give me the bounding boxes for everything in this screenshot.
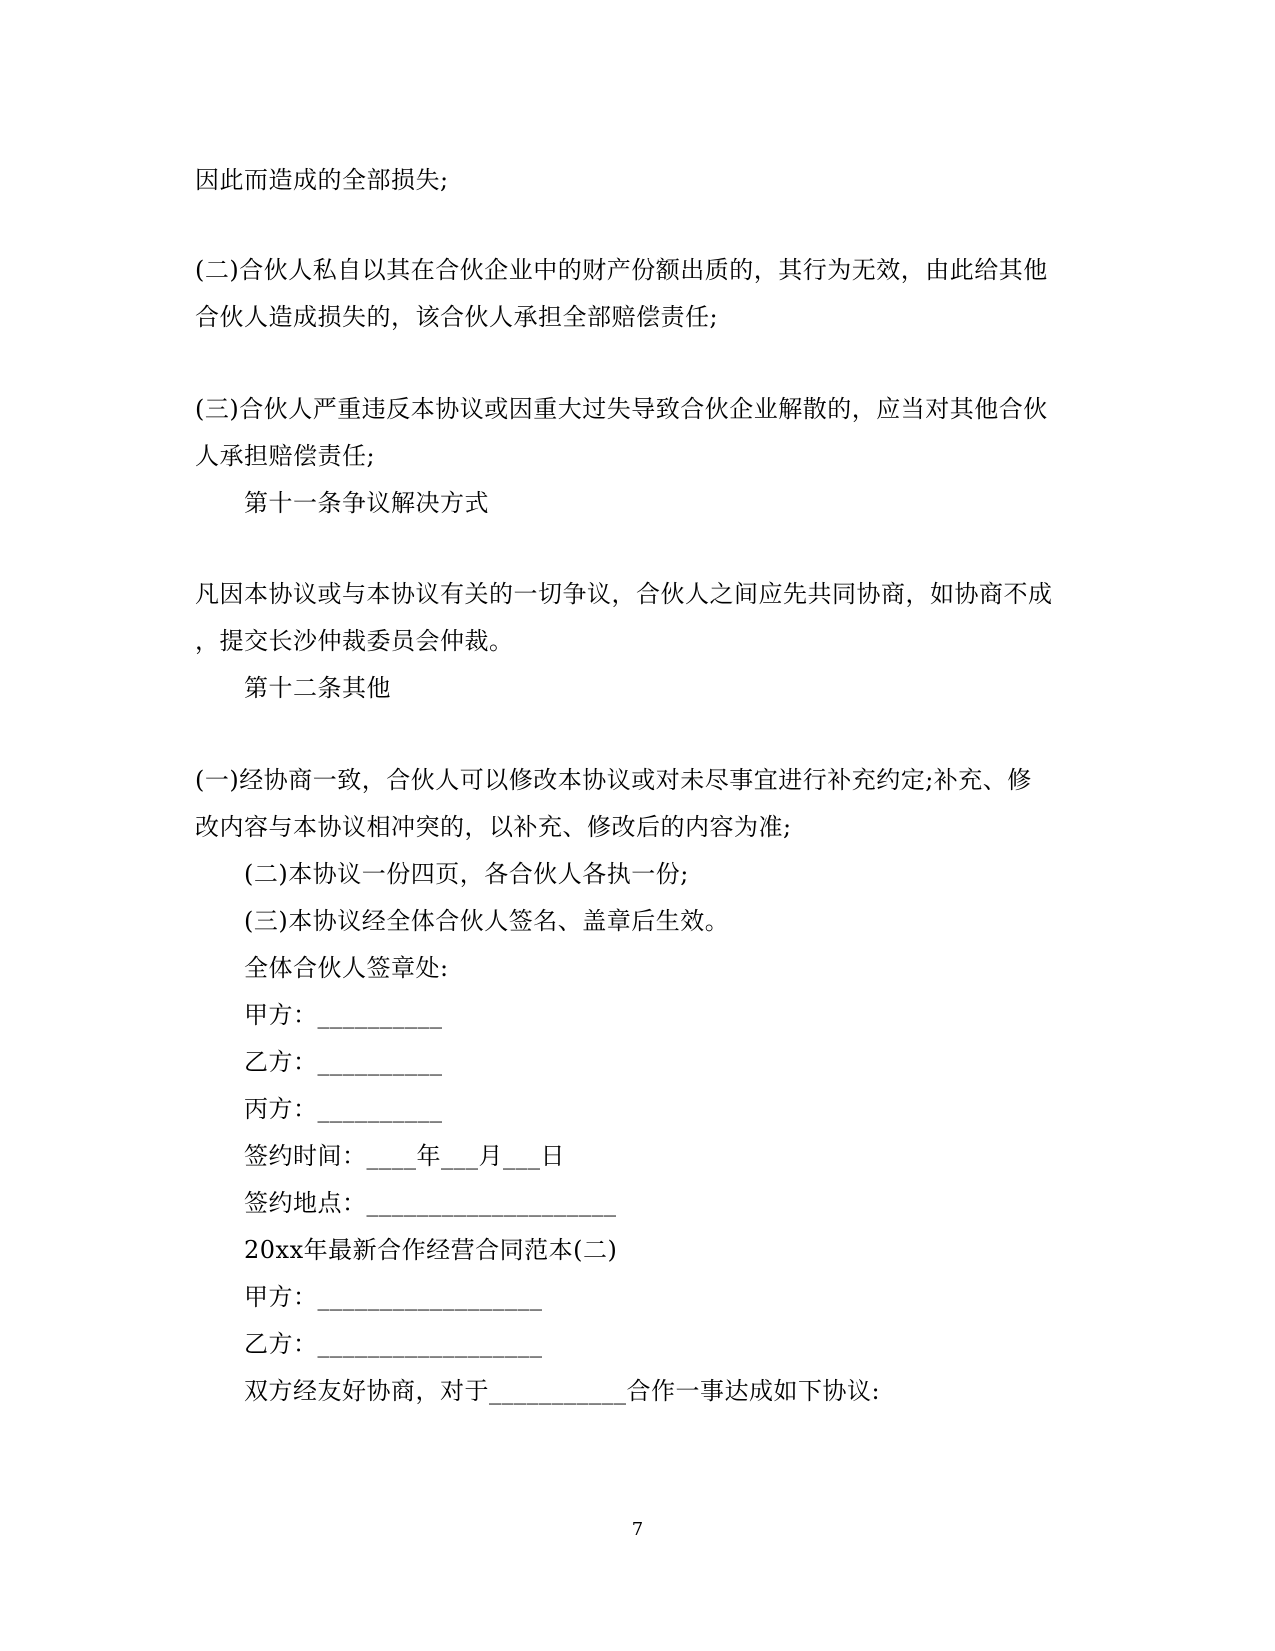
text-line-dispute-b: ，提交长沙仲裁委员会仲裁。 — [195, 627, 514, 655]
signature-heading: 全体合伙人签章处: — [244, 954, 449, 982]
party-b-signature-line: 乙方：__________ — [244, 1048, 443, 1076]
page-number: 7 — [631, 1519, 644, 1540]
signing-date-line: 签约时间：____年___月___日 — [244, 1142, 565, 1170]
text-line-clause-3a: (三)合伙人严重违反本协议或因重大过失导致合伙企业解散的，应当对其他合伙 — [195, 395, 1048, 423]
contract-template-title: 20xx年最新合作经营合同范本(二) — [244, 1236, 618, 1264]
text-line-other-3: (三)本协议经全体合伙人签名、盖章后生效。 — [244, 907, 730, 935]
text-line-clause-2a: (二)合伙人私自以其在合伙企业中的财产份额出质的，其行为无效，由此给其他 — [195, 256, 1048, 284]
text-line-other-2: (二)本协议一份四页，各合伙人各执一份; — [244, 860, 689, 888]
text-line-other-1b: 改内容与本协议相冲突的，以补充、修改后的内容为准; — [195, 813, 792, 841]
text-line-loss: 因此而造成的全部损失; — [195, 166, 449, 194]
text-line-clause-2b: 合伙人造成损失的，该合伙人承担全部赔偿责任; — [195, 303, 719, 331]
party-a-line: 甲方：__________________ — [244, 1283, 543, 1311]
text-line-other-1a: (一)经协商一致，合伙人可以修改本协议或对未尽事宜进行补充约定;补充、修 — [195, 766, 1032, 794]
article-11-heading: 第十一条争议解决方式 — [244, 489, 489, 517]
party-a-signature-line: 甲方：__________ — [244, 1001, 443, 1029]
article-12-heading: 第十二条其他 — [244, 674, 391, 702]
signing-place-line: 签约地点：____________________ — [244, 1189, 617, 1217]
text-line-clause-3b: 人承担赔偿责任; — [195, 442, 376, 470]
text-line-dispute-a: 凡因本协议或与本协议有关的一切争议，合伙人之间应先共同协商，如协商不成 — [195, 580, 1053, 608]
party-b-line: 乙方：__________________ — [244, 1330, 543, 1358]
agreement-intro-line: 双方经友好协商，对于___________合作一事达成如下协议: — [244, 1377, 881, 1405]
party-c-signature-line: 丙方：__________ — [244, 1095, 443, 1123]
